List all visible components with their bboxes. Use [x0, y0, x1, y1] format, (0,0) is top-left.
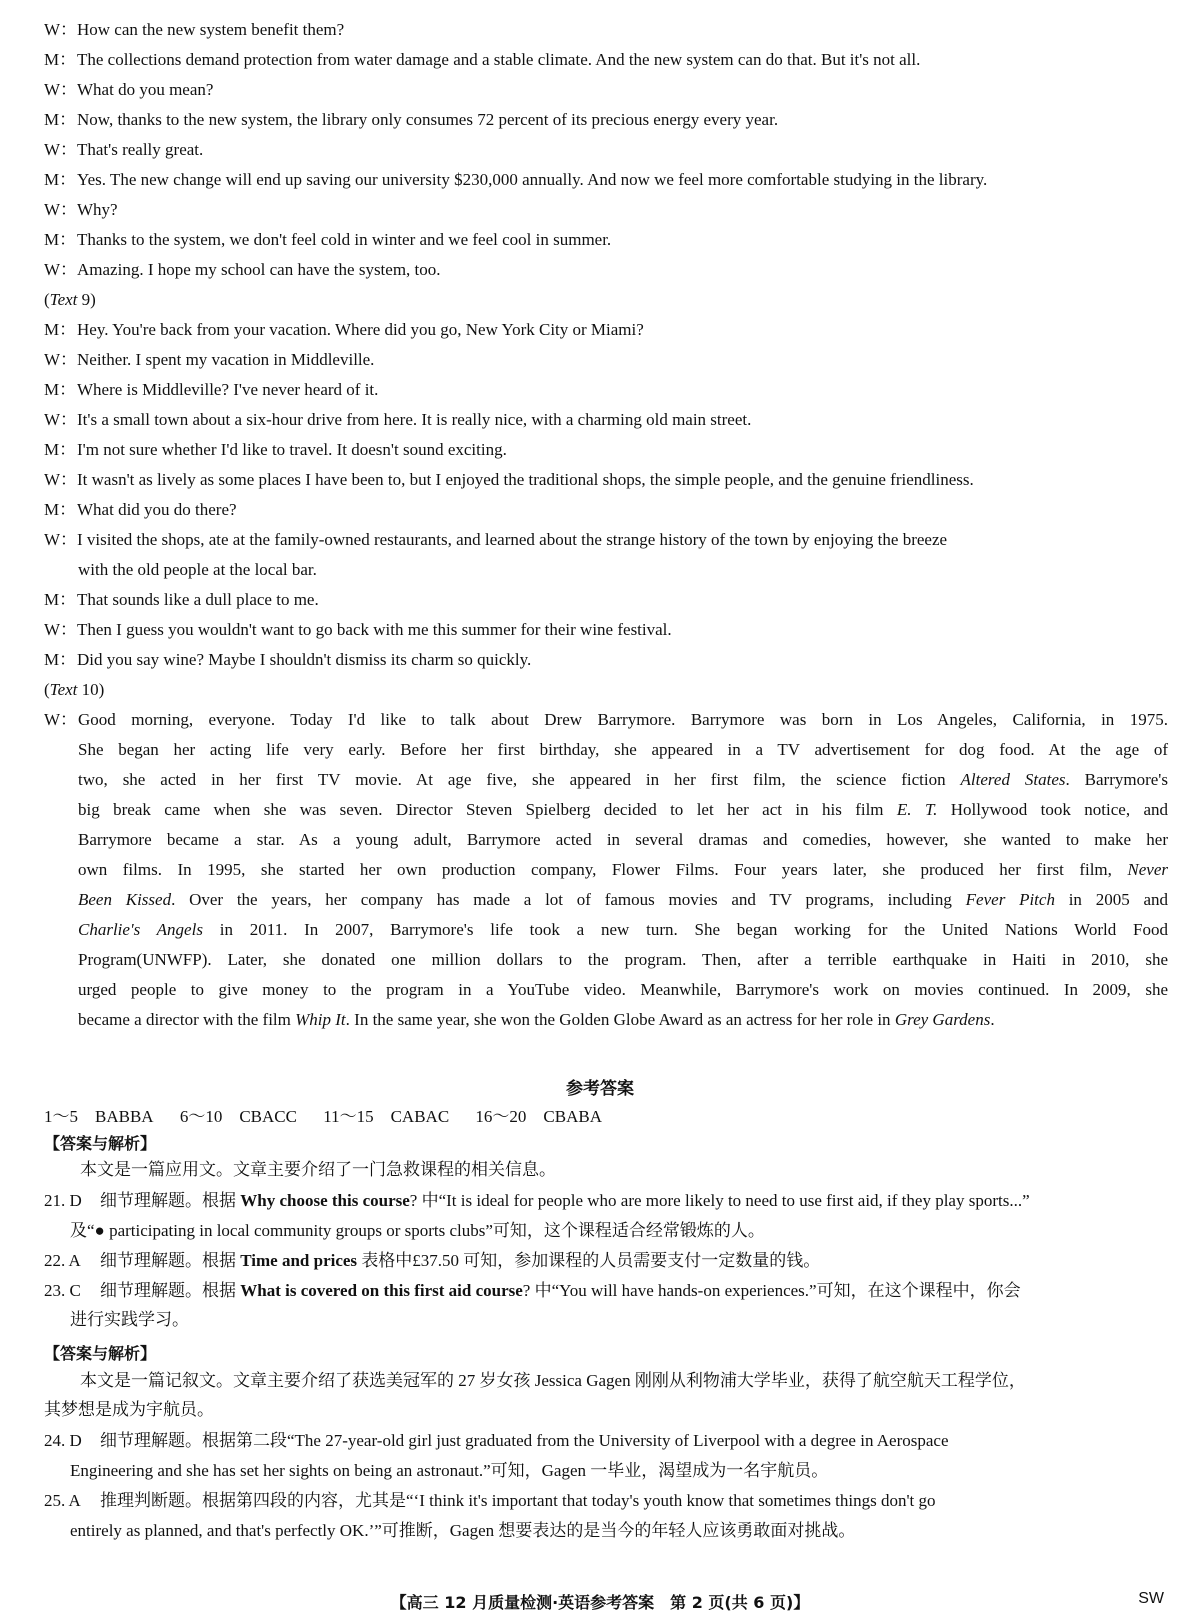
- dialogue-line: [44, 614, 1164, 645]
- dialogue-line: [44, 404, 1164, 435]
- explanation-text: ? 中“You will have hands-on experiences.”可知，在这个课程中，你会: [522, 1281, 1021, 1300]
- explanation-q24: [44, 1425, 949, 1456]
- section-reference: Why choose this course: [240, 1191, 410, 1210]
- section-intro: 本文是一篇应用文。文章主要介绍了一门急救课程的相关信息。: [80, 1160, 556, 1180]
- dialogue-text: It's a small town about a six-hour drive from here. It is really nice, with a charming old main street.: [77, 410, 752, 429]
- speaker-label: W：: [44, 140, 78, 159]
- text10-label: (Text 10): [44, 680, 105, 699]
- dialogue-line: [78, 554, 1168, 585]
- explanation-text: 细节理解题。根据: [100, 1251, 236, 1271]
- dialogue-text: That's really great.: [77, 140, 204, 159]
- speaker-label: M：: [44, 170, 77, 189]
- dialogue-line: [44, 464, 1164, 495]
- speaker-label: M：: [44, 380, 77, 399]
- speaker-label: W：: [44, 260, 78, 279]
- explanation-text: 推理判断题。根据第四段的内容，尤其是“‘I think it's important that today's youth know that sometimes things don't go: [100, 1491, 936, 1510]
- question-number: 25. A: [44, 1491, 81, 1510]
- speaker-label: W：: [44, 20, 78, 39]
- speaker-label: W：: [44, 620, 78, 639]
- section-heading: 【答案与解析】: [44, 1134, 157, 1153]
- explanation-q25: [44, 1485, 936, 1516]
- speaker-label: M：: [44, 110, 77, 129]
- dialogue-line: [44, 194, 1164, 225]
- explanation-text: 细节理解题。根据: [100, 1191, 236, 1211]
- dialogue-text: I'm not sure whether I'd like to travel. It doesn't sound exciting.: [77, 440, 507, 459]
- question-number: 22. A: [44, 1251, 81, 1270]
- answer-key-title: 参考答案: [566, 1079, 634, 1099]
- speaker-label: W：: [44, 530, 78, 549]
- answer-group: 16～20 CBABA: [475, 1107, 602, 1126]
- dialogue-line: [44, 104, 1164, 135]
- question-number: 24. D: [44, 1431, 82, 1450]
- speaker-label: W：: [44, 410, 78, 429]
- dialogue-text: That sounds like a dull place to me.: [77, 590, 319, 609]
- paragraph-line: Program(UNWFP). Later, she donated one million dollars to the program. Then, after a terrible earthquake in Haiti in 2010, she: [78, 950, 1168, 969]
- section-heading: 【答案与解析】: [44, 1344, 157, 1363]
- dialogue-line: [44, 434, 1164, 465]
- section-intro-line2: 其梦想是成为宇航员。: [44, 1400, 214, 1420]
- paragraph-line: Been Kissed. Over the years, her company has made a lot of famous movies and TV programs, including Fever Pitch in 2005 and: [78, 890, 1168, 909]
- answer-list: [44, 1102, 624, 1127]
- dialogue-line: [44, 584, 1164, 615]
- paragraph-line: two, she acted in her first TV movie. At age five, she appeared in her first film, the science fiction Altered States. Barrymore's: [78, 770, 1168, 789]
- speaker-label: W：: [44, 80, 78, 99]
- text10-speaker: W：: [44, 710, 78, 729]
- dialogue-text: Now, thanks to the new system, the library only consumes 72 percent of its precious energy every year.: [77, 110, 779, 129]
- speaker-label: M：: [44, 230, 77, 249]
- question-number: 23. C: [44, 1281, 81, 1300]
- answer-group: 6～10 CBACC: [179, 1107, 297, 1126]
- dialogue-line: [44, 14, 1164, 45]
- dialogue-text: Hey. You're back from your vacation. Where did you go, New York City or Miami?: [77, 320, 644, 339]
- section-intro: 本文是一篇记叙文。文章主要介绍了获选美冠军的 27 岁女孩 Jessica Gagen 刚刚从利物浦大学毕业，获得了航空航天工程学位，: [80, 1371, 1026, 1390]
- dialogue-line: [44, 254, 1164, 285]
- explanation-text: ? 中“It is ideal for people who are more likely to need to use first aid, if they play sports...”: [409, 1191, 1030, 1210]
- explanation-q23-line2: 进行实践学习。: [70, 1310, 189, 1330]
- dialogue-line: [44, 644, 1164, 675]
- dialogue-line: [44, 374, 1164, 405]
- dialogue-text: Where is Middleville? I've never heard of it.: [77, 380, 379, 399]
- explanation-q25-line2: entirely as planned, and that's perfectly OK.’”可推断，Gagen 想要表达的是当今的年轻人应该勇敢面对挑战。: [70, 1521, 856, 1540]
- dialogue-text: Why?: [77, 200, 118, 219]
- speaker-label: M：: [44, 650, 77, 669]
- dialogue-line: [44, 44, 1164, 75]
- paragraph-line: Barrymore became a star. As a young adult, Barrymore acted in several dramas and comedies, however, she wanted to make her: [78, 830, 1168, 849]
- paragraph-line: She began her acting life very early. Before her first birthday, she appeared in a TV advertisement for dog food. At the age of: [78, 740, 1168, 759]
- dialogue-text: Yes. The new change will end up saving our university $230,000 annually. And now we feel more comfortable studying in the library.: [77, 170, 988, 189]
- explanation-q21: [44, 1185, 1030, 1217]
- explanation-q21-line2: 及“● participating in local community groups or sports clubs”可知，这个课程适合经常锻炼的人。: [70, 1221, 765, 1240]
- paragraph-line: urged people to give money to the program in a YouTube video. Meanwhile, Barrymore's work on movies continued. In 2009, she: [78, 980, 1168, 999]
- dialogue-text: Then I guess you wouldn't want to go back with me this summer for their wine festival.: [77, 620, 672, 639]
- speaker-label: W：: [44, 200, 78, 219]
- dialogue-text: I visited the shops, ate at the family-owned restaurants, and learned about the strange history of the town by enjoying the breeze: [77, 530, 948, 549]
- answer-group: 1～5 BABBA: [44, 1107, 154, 1126]
- dialogue-line: [44, 224, 1164, 255]
- dialogue-text: What do you mean?: [77, 80, 214, 99]
- section-reference: Time and prices: [240, 1251, 358, 1270]
- paragraph-line: big break came when she was seven. Director Steven Spielberg decided to let her act in his film E. T. Hollywood took notice, and: [78, 800, 1168, 819]
- speaker-label: M：: [44, 500, 77, 519]
- explanation-text: 细节理解题。根据: [100, 1281, 236, 1301]
- dialogue-text: Did you say wine? Maybe I shouldn't dismiss its charm so quickly.: [77, 650, 532, 669]
- paragraph-line: Charlie's Angels in 2011. In 2007, Barrymore's life took a new turn. She began working for the United Nations World Food: [78, 920, 1168, 939]
- speaker-label: W：: [44, 350, 78, 369]
- dialogue-line: [44, 344, 1164, 375]
- answer-group: 11～15 CABAC: [323, 1107, 450, 1126]
- dialogue-text: Neither. I spent my vacation in Middleville.: [77, 350, 375, 369]
- speaker-label: W：: [44, 470, 78, 489]
- dialogue-line: [44, 134, 1164, 165]
- dialogue-text: The collections demand protection from water damage and a stable climate. And the new system can do that. But it's not all.: [77, 50, 921, 69]
- paragraph-line: own films. In 1995, she started her own production company, Flower Films. Four years later, she produced her first film, Never: [78, 860, 1168, 879]
- page-footer: 【高三 12 月质量检测·英语参考答案 第 2 页(共 6 页)】: [390, 1593, 810, 1612]
- speaker-label: M：: [44, 50, 77, 69]
- dialogue-line: [44, 524, 1164, 555]
- paragraph-line: Good morning, everyone. Today I'd like to talk about Drew Barrymore. Barrymore was born in Los Angeles, California, in 1975.: [78, 710, 1168, 729]
- dialogue-line: [44, 494, 1164, 525]
- footer-code: SW: [1138, 1590, 1164, 1607]
- explanation-q24-line2: Engineering and she has set her sights on being an astronaut.”可知，Gagen 一毕业，渴望成为一名宇航员。: [70, 1461, 829, 1480]
- dialogue-line: [44, 314, 1164, 345]
- explanation-q22: [44, 1245, 820, 1277]
- dialogue-text: with the old people at the local bar.: [78, 560, 317, 579]
- speaker-label: M：: [44, 590, 77, 609]
- dialogue-text: How can the new system benefit them?: [77, 20, 345, 39]
- speaker-label: M：: [44, 320, 77, 339]
- dialogue-text: What did you do there?: [77, 500, 237, 519]
- dialogue-line: [44, 74, 1164, 105]
- explanation-text: 细节理解题。根据第二段“The 27-year-old girl just graduated from the University of Liverpool with a degree in Aerospace: [100, 1431, 949, 1450]
- explanation-q23: [44, 1275, 1021, 1307]
- paragraph-line: became a director with the film Whip It. In the same year, she won the Golden Globe Award as an actress for her role in Grey Gardens.: [78, 1010, 995, 1029]
- dialogue-text: Thanks to the system, we don't feel cold in winter and we feel cool in summer.: [77, 230, 612, 249]
- dialogue-line: [44, 164, 1164, 195]
- section-reference: What is covered on this first aid course: [240, 1281, 523, 1300]
- speaker-label: M：: [44, 440, 77, 459]
- explanation-text: 表格中£37.50 可知，参加课程的人员需要支付一定数量的钱。: [361, 1251, 821, 1270]
- dialogue-text: It wasn't as lively as some places I have been to, but I enjoyed the traditional shops, the simple people, and the genuine friendliness.: [77, 470, 974, 489]
- question-number: 21. D: [44, 1191, 82, 1210]
- dialogue-text: Amazing. I hope my school can have the system, too.: [77, 260, 441, 279]
- text9-label: (Text 9): [44, 290, 96, 309]
